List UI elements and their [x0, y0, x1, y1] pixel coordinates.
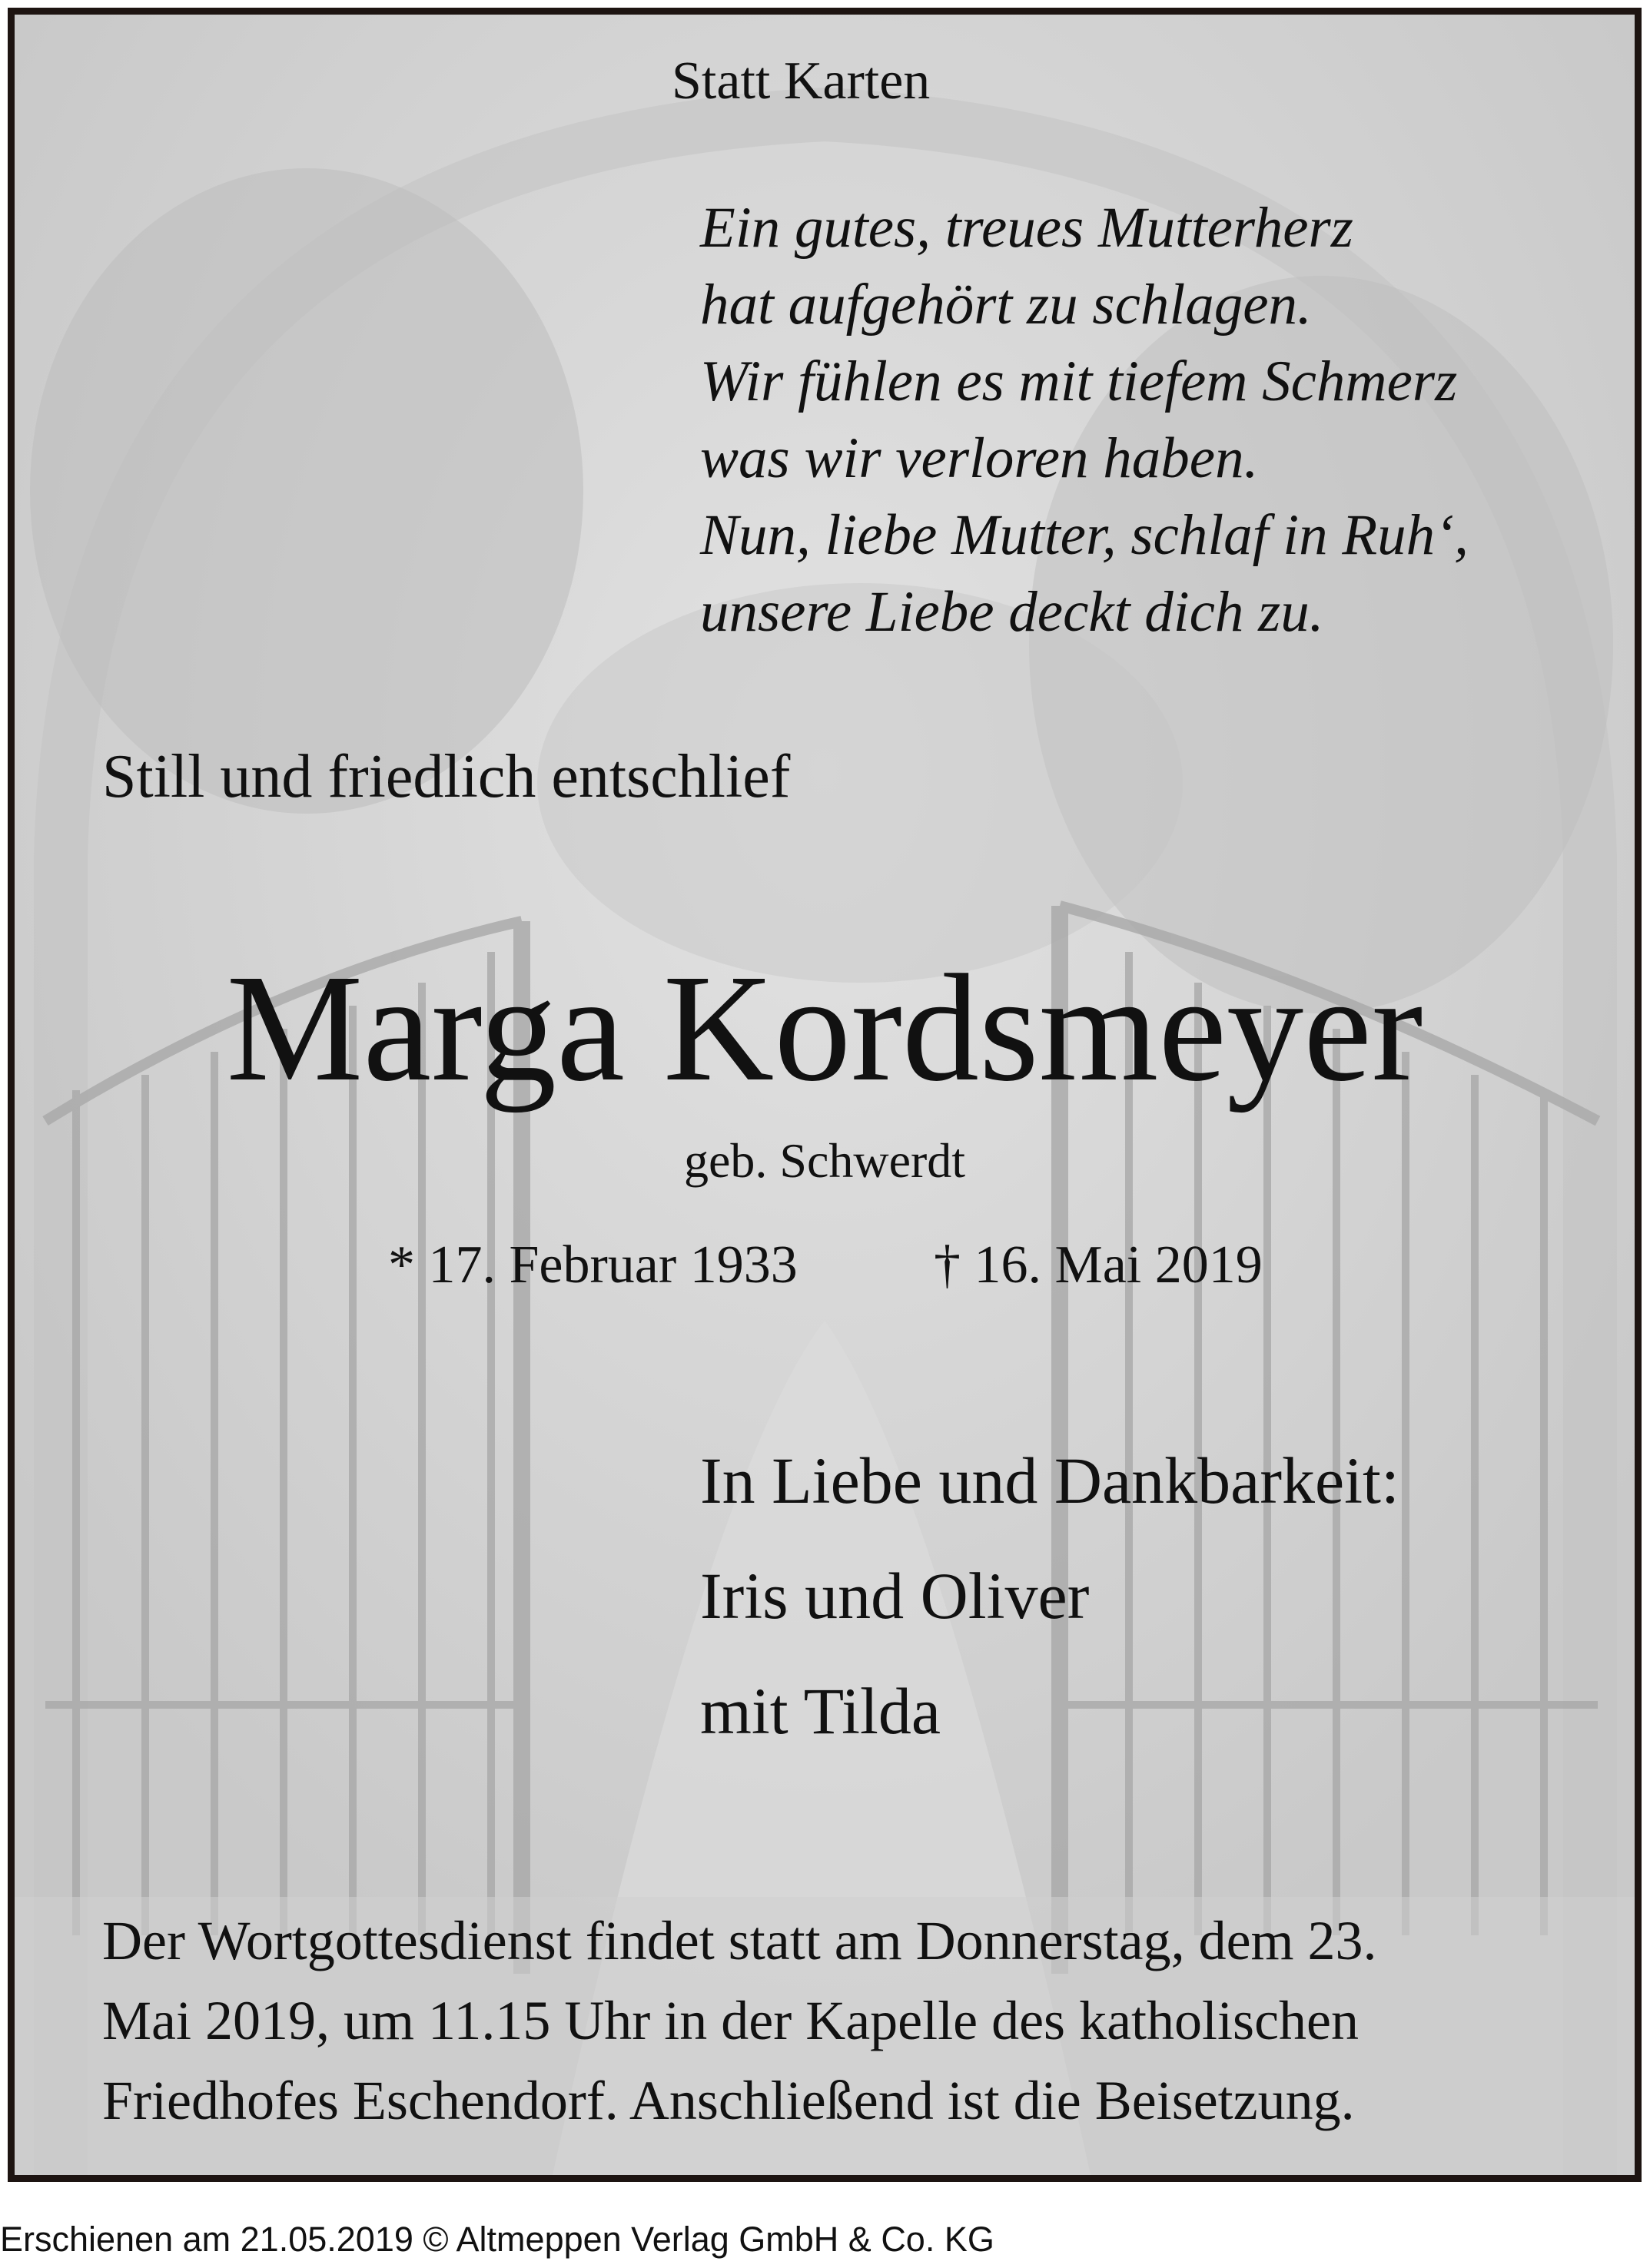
poem-line: hat aufgehört zu schlagen.: [700, 273, 1312, 337]
header-statt-karten: Statt Karten: [672, 51, 931, 111]
mourners-line: Iris und Oliver: [700, 1559, 1090, 1633]
intro-text: Still und friedlich entschlief: [102, 743, 791, 811]
poem-line: was wir verloren haben.: [700, 426, 1259, 490]
service-line: Friedhofes Eschendorf. Anschließend ist die Beisetzung.: [102, 2070, 1355, 2131]
mourners-line: mit Tilda: [700, 1674, 941, 1748]
death-notice: [8, 8, 1642, 2182]
birth-date: * 17. Februar 1933: [388, 1235, 798, 1295]
poem-line: Ein gutes, treues Mutterherz: [700, 196, 1353, 260]
maiden-name: geb. Schwerdt: [683, 1133, 966, 1188]
service-line: Der Wortgottesdienst findet statt am Donnerstag, dem 23.: [102, 1910, 1377, 1971]
memorial-poem: [700, 190, 1469, 651]
service-line: Mai 2019, um 11.15 Uhr in der Kapelle des katholischen: [102, 1990, 1359, 2051]
poem-line: Nun, liebe Mutter, schlaf in Ruh‘,: [700, 503, 1469, 567]
death-date: † 16. Mai 2019: [934, 1235, 1263, 1295]
poem-line: Wir fühlen es mit tiefem Schmerz: [700, 350, 1458, 413]
service-info: [102, 1901, 1377, 2140]
deceased-name: Marga Kordsmeyer: [226, 943, 1423, 1113]
mourners-block: [700, 1423, 1399, 1769]
publication-footer: Erschienen am 21.05.2019 © Altmeppen Verlag GmbH & Co. KG: [0, 2220, 994, 2259]
poem-line: unsere Liebe deckt dich zu.: [700, 580, 1324, 644]
mourners-line: In Liebe und Dankbarkeit:: [700, 1444, 1399, 1517]
